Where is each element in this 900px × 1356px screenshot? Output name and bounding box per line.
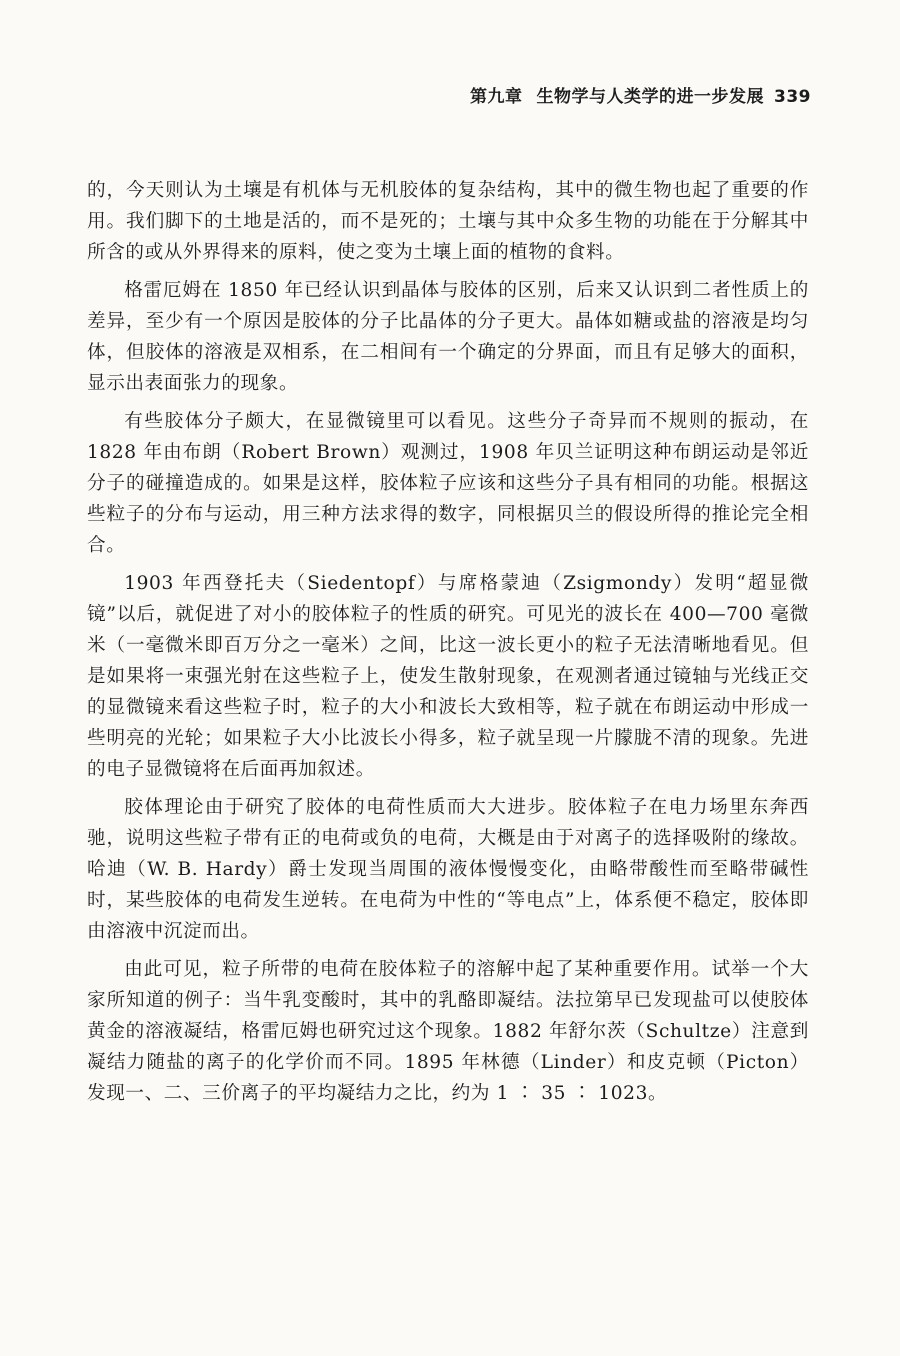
running-head: [470, 82, 811, 107]
chapter-label: 第九章: [470, 87, 523, 107]
paragraph-1: 的，今天则认为土壤是有机体与无机胶体的复杂结构，其中的微生物也起了重要的作用。我们脚下的土地是活的，而不是死的；土壤与其中众多生物的功能在于分解其中所含的或从外界得来的原料，使之变为土壤上面的植物的食料。: [87, 180, 809, 263]
paragraph-2: 格雷厄姆在 1850 年已经认识到晶体与胶体的区别，后来又认识到二者性质上的差异，至少有一个原因是胶体的分子比晶体的分子更大。晶体如糖或盐的溶液是均匀体，但胶体的溶液是双相系，在二相间有一个确定的分界面，而且有足够大的面积，显示出表面张力的现象。: [87, 280, 809, 394]
paragraph-4: 1903 年西登托夫（Siedentopf）与席格蒙迪（Zsigmondy）发明“超显微镜”以后，就促进了对小的胶体粒子的性质的研究。可见光的波长在 400—700 毫微米（一毫微米即百万分之一毫米）之间，比这一波长更小的粒子无法清晰地看见。但是如果将一束强光射在这些粒子上，使发生散射现象，在观测者通过镜轴与光线正交的显微镜来看这些粒子时，粒子的大小和波长大致相等，粒子就在布朗运动中形成一些明亮的光轮；如果粒子大小比波长小得多，粒子就呈现一片朦胧不清的现象。先进的电子显微镜将在后面再加叙述。: [87, 573, 809, 780]
page-number: 339: [774, 87, 811, 107]
chapter-title: 生物学与人类学的进一步发展: [536, 87, 764, 107]
paragraph-6: 由此可见，粒子所带的电荷在胶体粒子的溶解中起了某种重要作用。试举一个大家所知道的例子：当牛乳变酸时，其中的乳酪即凝结。法拉第早已发现盐可以使胶体黄金的溶液凝结，格雷厄姆也研究过这个现象。1882 年舒尔茨（Schultze）注意到凝结力随盐的离子的化学价而不同。1895 年林德（Linder）和皮克顿（Picton）发现一、二、三价离子的平均凝结力之比，约为 1 ∶ 35 ∶ 1023。: [87, 959, 809, 1104]
paragraph-5: 胶体理论由于研究了胶体的电荷性质而大大进步。胶体粒子在电力场里东奔西驰，说明这些粒子带有正的电荷或负的电荷，大概是由于对离子的选择吸附的缘故。哈迪（W. B. Hardy）爵士发现当周围的液体慢慢变化，由略带酸性而至略带碱性时，某些胶体的电荷发生逆转。在电荷为中性的“等电点”上，体系便不稳定，胶体即由溶液中沉淀而出。: [87, 797, 809, 942]
body-text: [87, 175, 809, 1116]
paragraph-3: 有些胶体分子颇大，在显微镜里可以看见。这些分子奇异而不规则的振动，在 1828 年由布朗（Robert Brown）观测过，1908 年贝兰证明这种布朗运动是邻近分子的碰撞造成的。如果是这样，胶体粒子应该和这些分子具有相同的功能。根据这些粒子的分布与运动，用三种方法求得的数字，同根据贝兰的假设所得的推论完全相合。: [87, 411, 809, 556]
